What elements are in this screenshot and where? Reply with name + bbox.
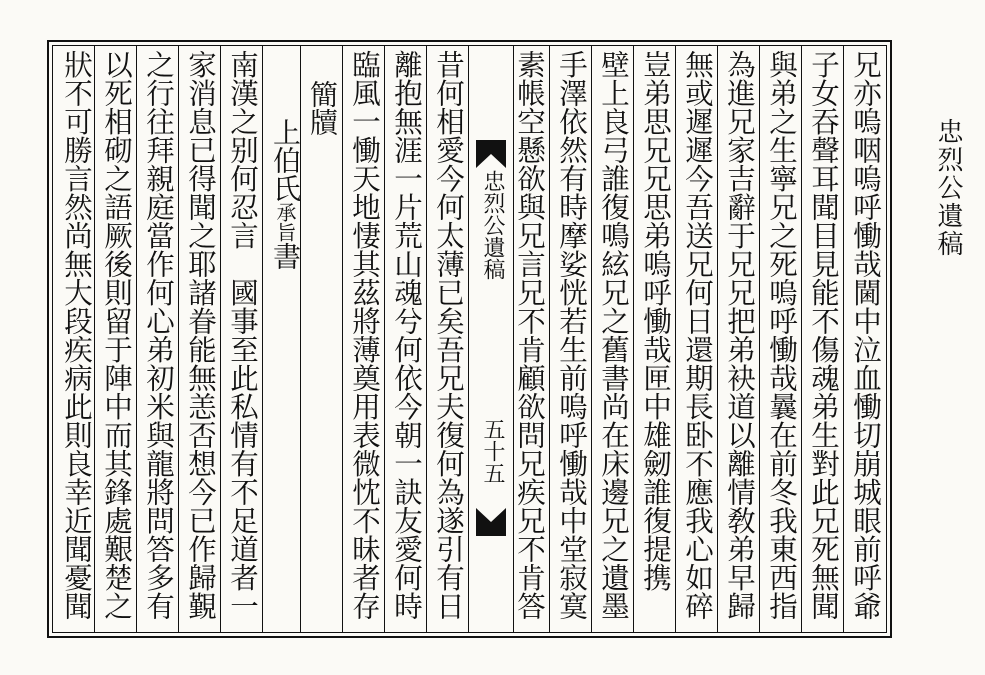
text-column-l1: 南漢之别何忍言 國事至此私情有不足道者一 <box>226 50 259 620</box>
text-column-r9: 素帳空懸欲與兄言兄不肯顧欲問兄疾兄不肯答 <box>513 50 546 620</box>
column-rule <box>220 45 221 633</box>
addressee-name: 上伯氏 <box>269 118 302 202</box>
text-column-l3: 之行往拜親庭當作何心弟初米與龍將問答多有 <box>142 50 175 620</box>
addressee-note: 承旨 <box>273 202 297 242</box>
column-rule <box>801 45 802 633</box>
page-number: 五十五 <box>480 418 505 484</box>
letter-addressee <box>265 118 305 318</box>
text-column-r8: 手澤依然有時摩娑恍若生前嗚呼慟哉中堂寂寞 <box>555 50 588 620</box>
column-rule <box>591 45 592 633</box>
text-column-l2: 家消息已得聞之耶諸眷能無恙否想今已作歸覲 <box>184 50 217 620</box>
text-column-r5: 無或遲遲今吾送兄何日還期長卧不應我心如碎 <box>681 50 714 620</box>
text-column-r7: 壁上良弓誰復鳴絃兄之舊書尚在床邊兄之遺墨 <box>597 50 630 620</box>
column-rule <box>136 45 137 633</box>
text-column-c1: 昔何相愛今何太薄已矣吾兄夫復何為遂引有日 <box>432 50 465 620</box>
text-column-r4: 為進兄家吉辭于兄兄把弟袂道以離情敎弟早歸 <box>723 50 756 620</box>
text-column-r3: 與弟之生寧兄之死嗚呼慟哉曩在前冬我東西指 <box>765 50 798 620</box>
column-rule <box>342 45 343 633</box>
text-column-r2: 子女吞聲耳聞目見能不傷魂弟生對此兄死無聞 <box>807 50 840 620</box>
column-rule <box>384 45 385 633</box>
column-rule <box>262 45 263 633</box>
fishtail-mark-lower-icon <box>476 508 506 536</box>
text-column-c3: 臨風一慟天地悽其茲將薄奠用表微忱不昧者存 <box>348 50 381 620</box>
addressee-suffix: 書 <box>269 242 302 270</box>
column-rule <box>178 45 179 633</box>
column-rule <box>717 45 718 633</box>
column-rule <box>633 45 634 633</box>
column-rule <box>675 45 676 633</box>
fishtail-mark-upper-icon <box>476 140 506 168</box>
column-rule <box>759 45 760 633</box>
section-heading: 簡牘 <box>306 80 339 136</box>
column-rule <box>549 45 550 633</box>
column-rule <box>843 45 844 633</box>
text-column-l4: 以死相砌之語厥後則留于陣中而其鋒處艱楚之 <box>100 50 133 620</box>
column-rule <box>426 45 427 633</box>
book-title: 忠烈公遺稿 <box>933 118 963 258</box>
text-column-c2: 離抱無涯一片荒山魂兮何依今朝一訣友愛何時 <box>390 50 423 620</box>
center-fold-strip <box>468 45 514 633</box>
text-column-l5: 狀不可勝言然尚無大段疾病此則良幸近聞憂聞 <box>60 50 93 620</box>
text-column-r1: 兄亦嗚咽嗚呼慟哉閫中泣血慟切崩城眼前呼爺 <box>849 50 882 620</box>
center-title: 忠烈公遺稿 <box>480 170 505 280</box>
text-column-r6: 豈弟思兄兄思弟嗚呼慟哉匣中雄劒誰復提携 <box>639 50 672 592</box>
